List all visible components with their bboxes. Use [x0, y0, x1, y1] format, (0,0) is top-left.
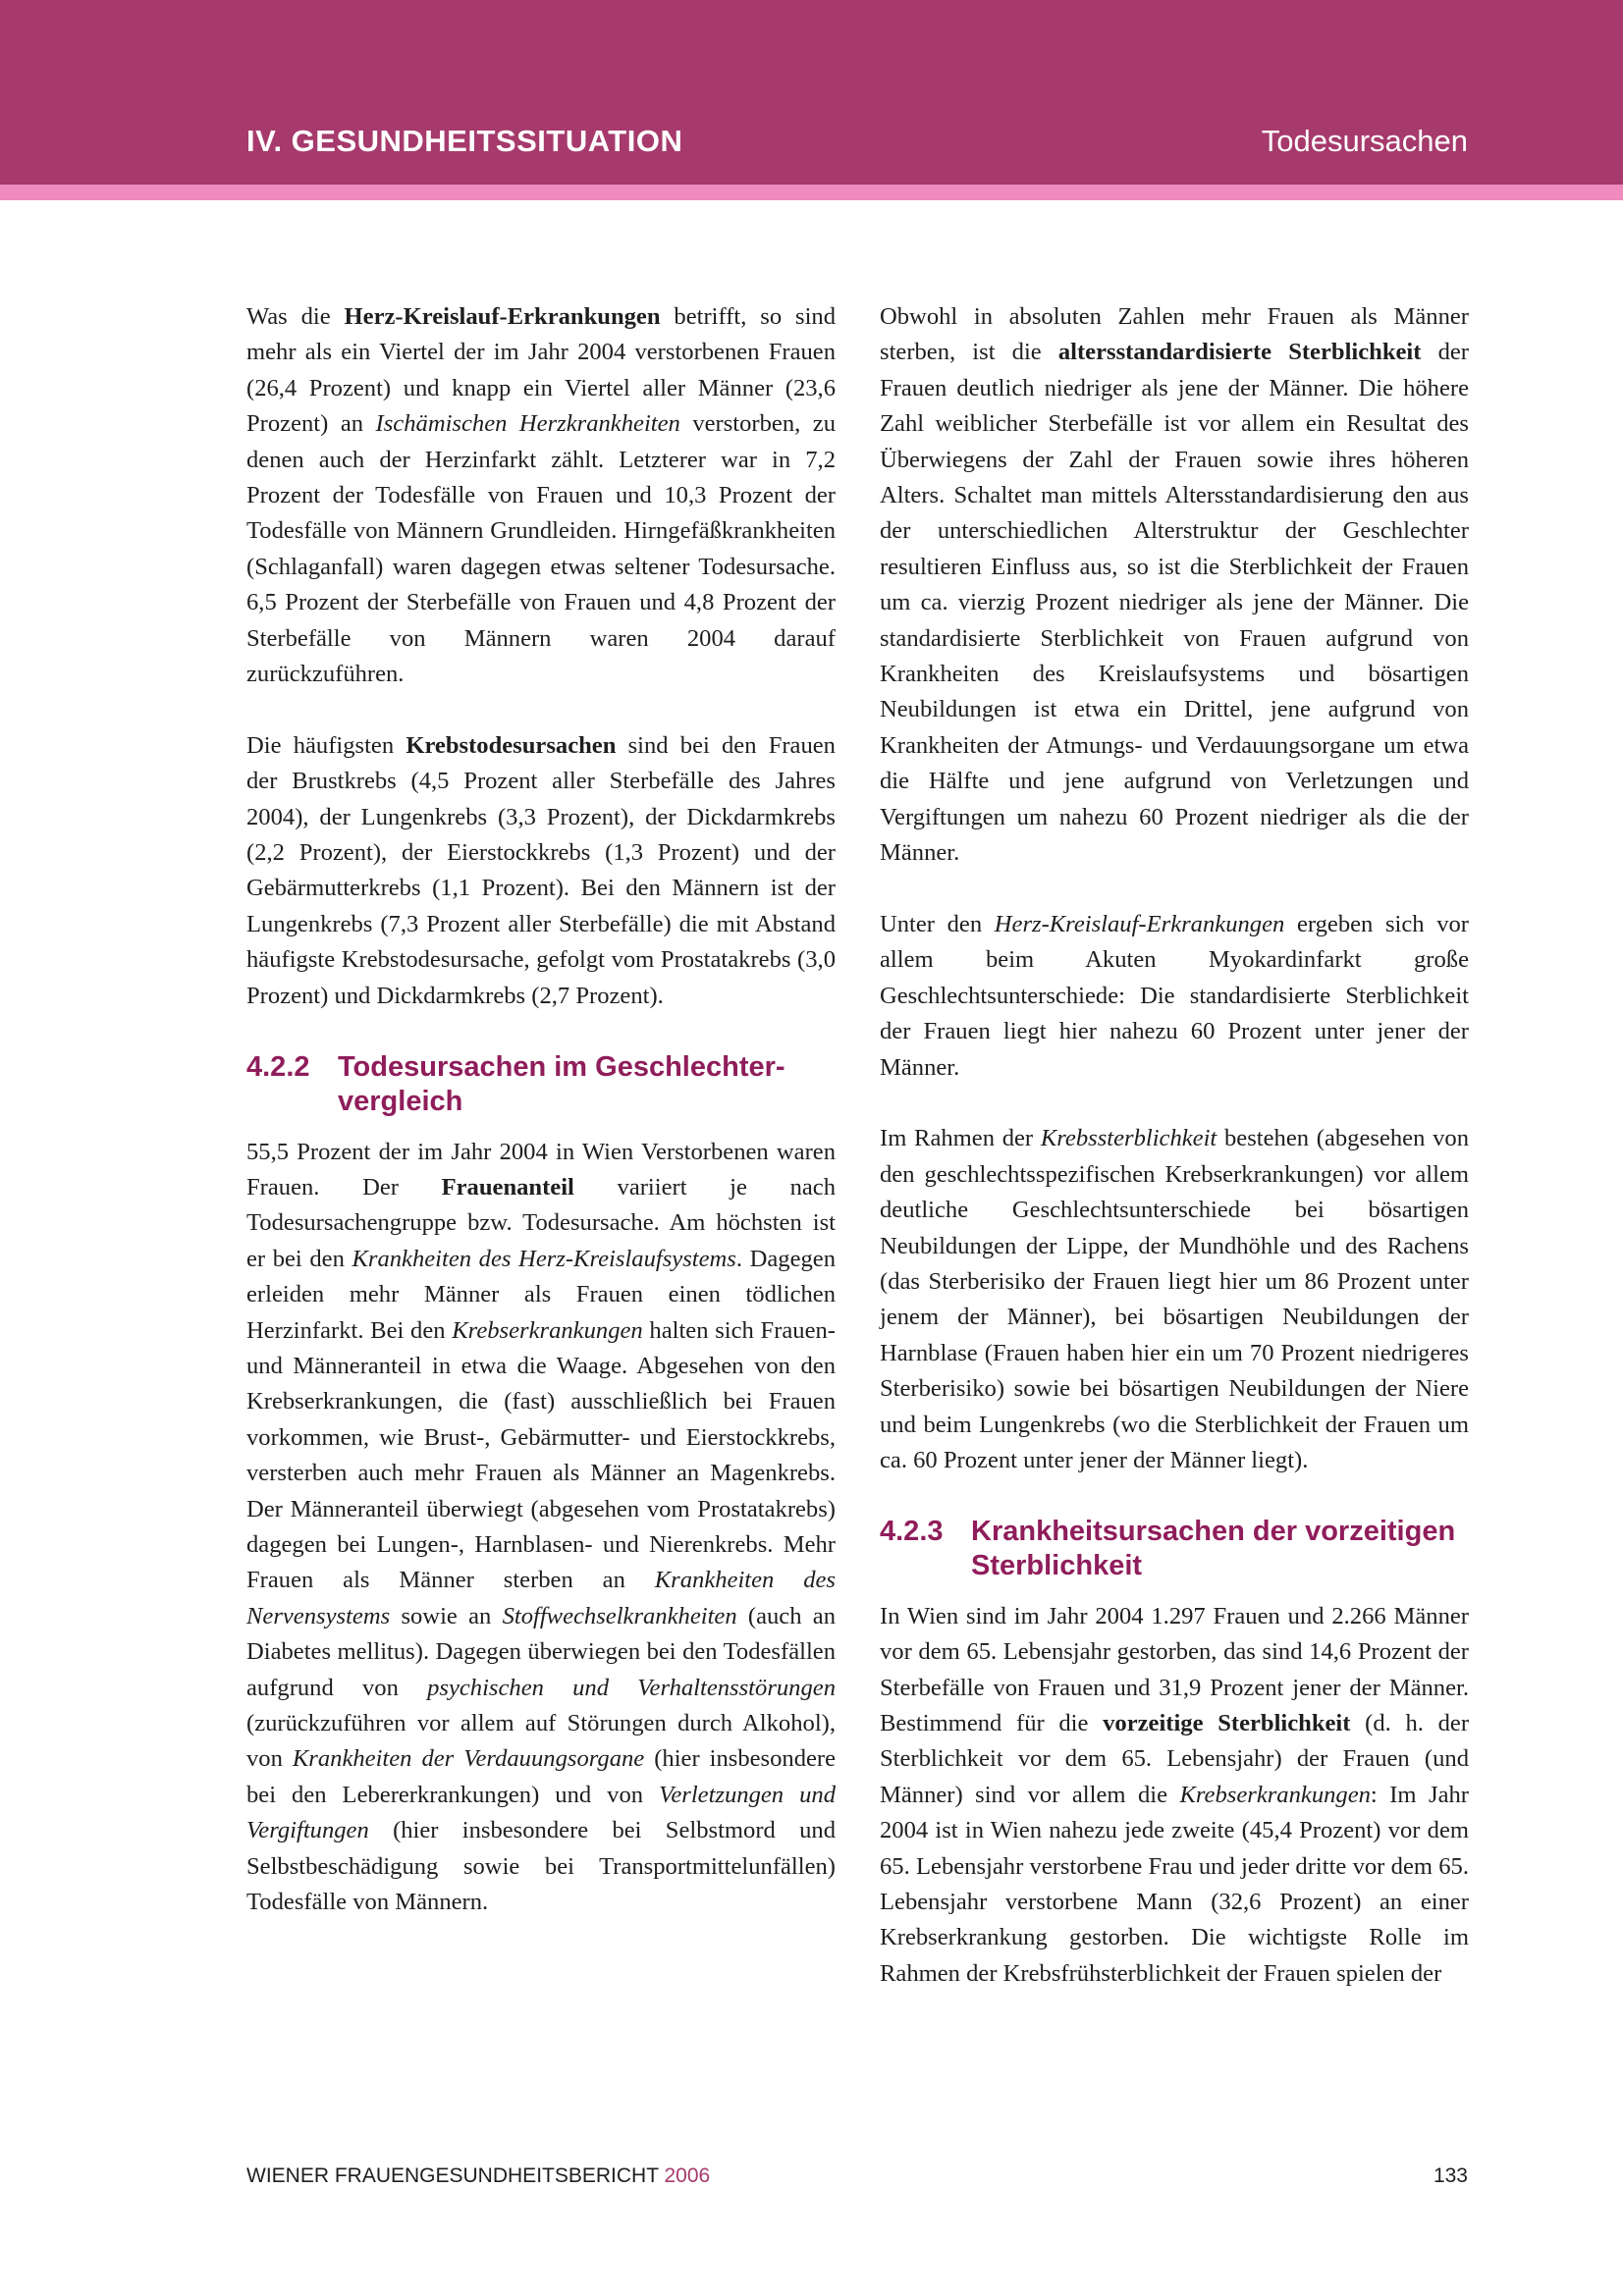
page-number: 133: [1433, 2164, 1468, 2187]
italic-term: Ischämischen Herzkrankheiten: [375, 410, 680, 438]
heading-number: 4.2.3: [880, 1515, 944, 1547]
chapter-title: IV. GESUNDHEITSSITUATION: [246, 124, 683, 158]
bold-term: altersstandardisierte Sterblichkeit: [1057, 339, 1422, 366]
right-column: [880, 299, 1469, 1992]
left-column: [246, 299, 836, 1920]
bold-term: vorzeitige Sterblichkeit: [1103, 1709, 1351, 1736]
paragraph-altersstandardisiert: Obwohl in absoluten Zahlen mehr Frauen als Männer sterben, ist die altersstandardisierte Sterblichkeit der Frauen deutlich niedriger als jene der Männer. Die höhere Zahl weiblicher Sterbefälle ist vor allem ein Resultat des Überwiegens der Zahl der Frauen sowie ihres höheren Alters. Schaltet man mittels Altersstandardisierung den aus der unterschiedlichen Alterstruktur der Geschlechter resultieren Einfluss aus, so ist die Sterblichkeit der Frauen um ca. vierzig Prozent niedriger als jene der Männer. Die standardisierte Sterblichkeit von Frauen aufgrund von Krankheiten des Kreislaufsystems und bösartigen Neubildungen ist etwa ein Drittel, jene aufgrund von Krankheiten der Atmungs- und Verdauungsorgane um etwa die Hälfte und jene aufgrund von Verletzungen und Vergiftungen um nahezu 60 Prozent niedriger als die der Männer.: [880, 303, 1469, 867]
bold-term: Krebstodesursachen: [406, 731, 617, 759]
header-stripe: [0, 185, 1623, 200]
paragraph-krebssterblichkeit: Im Rahmen der Krebssterblichkeit bestehen (abgesehen von den geschlechtsspezifischen Krebserkrankungen) vor allem deutliche Geschlechtsunterschiede bei bösartigen Neubildungen der Lippe, der Mundhöhle und des Rachens (das Sterberisiko der Frauen liegt hier um 86 Prozent unter jenem der Männer), bei bösartigen Neubildungen der Harnblase (Frauen haben hier ein um 70 Prozent niedrigeres Sterberisiko) sowie bei bösartigen Neubildungen der Niere und beim Lungenkrebs (wo die Sterblichkeit der Frauen um ca. 60 Prozent unter jener der Männer liegt).: [880, 1125, 1469, 1473]
italic-term: Stoffwechselkrankheiten: [502, 1602, 737, 1629]
bold-term: Herz-Kreislauf-Erkrankungen: [344, 303, 661, 330]
footer-year: 2006: [664, 2164, 711, 2187]
bold-term: Frauenanteil: [441, 1173, 574, 1201]
italic-term: Herz-Kreislauf-Erkrankungen: [994, 910, 1285, 937]
paragraph-geschlechtervergleich: 55,5 Prozent der im Jahr 2004 in Wien Verstorbenen waren Frauen. Der Frauenanteil variiert je nach Todesursachengruppe bzw. Todesursache. Am höchsten ist er bei den Krankheiten des Herz-Kreislaufsystems. Dagegen erleiden mehr Männer als Frauen einen tödlichen Herzinfarkt. Bei den Krebserkrankungen halten sich Frauen- und Männeranteil in etwa die Waage. Abgesehen von den Krebserkrankungen, die (fast) ausschließlich bei Frauen vorkommen, wie Brust-, Gebärmutter- und Eierstockkrebs, versterben auch mehr Frauen als Männer an Magenkrebs. Der Männeranteil überwiegt (abgesehen vom Prostatakrebs) dagegen bei Lungen-, Harnblasen- und Nierenkrebs. Mehr Frauen als Männer sterben an Krankheiten des Nervensystems sowie an Stoffwechselkrankheiten (auch an Diabetes mellitus). Dagegen überwiegen bei den Todesfällen aufgrund von psychischen und Verhaltensstörungen (zurückzuführen vor allem auf Störungen durch Alkohol), von Krankheiten der Verdauungsorgane (hier insbesondere bei den Lebererkrankungen) und von Verletzungen und Vergiftungen (hier insbesondere bei Selbstmord und Selbstbeschädigung sowie bei Transportmittelunfällen) Todesfälle von Männern.: [246, 1138, 837, 1916]
paragraph-myokardinfarkt: Unter den Herz-Kreislauf-Erkrankungen ergeben sich vor allem beim Akuten Myokardinfarkt große Geschlechtsunterschiede: Die standardisierte Sterblichkeit der Frauen liegt hier nahezu 60 Prozent unter jener der Männer.: [880, 910, 1469, 1081]
italic-term: Verletzungen und Vergiftungen: [246, 1781, 836, 1844]
italic-term: Krankheiten des Nervensystems: [246, 1567, 836, 1629]
paragraph-krebstodesursachen: Die häufigsten Krebstodesursachen sind bei den Frauen der Brustkrebs (4,5 Prozent aller Sterbefälle des Jahres 2004), der Lungenkrebs (3,3 Prozent), der Dickdarmkrebs (2,2 Prozent), der Eierstockkrebs (1,3 Prozent) und der Gebärmutterkrebs (1,1 Prozent). Bei den Männern ist der Lungenkrebs (7,3 Prozent aller Sterbefälle) die mit Abstand häufigste Krebstodesursache, gefolgt vom Prostatakrebs (3,0 Prozent) und Dickdarmkrebs (2,7 Prozent).: [246, 731, 836, 1009]
heading-4-2-2: [246, 1050, 836, 1119]
italic-term: Krebssterblichkeit: [1040, 1125, 1217, 1152]
italic-term: psychischen und Verhaltensstörungen: [427, 1674, 836, 1701]
section-title: Todesursachen: [1261, 124, 1468, 158]
paragraph-vorzeitige-sterblichkeit: In Wien sind im Jahr 2004 1.297 Frauen und 2.266 Männer vor dem 65. Lebensjahr gestorben, das sind 14,6 Prozent der Sterbefälle von Frauen und 31,9 Prozent jener der Männer. Bestimmend für die vorzeitige Sterblichkeit (d. h. der Sterblichkeit vor dem 65. Lebensjahr) der Frauen (und Männer) sind vor allem die Krebserkrankungen: Im Jahr 2004 ist in Wien nahezu jede zweite (45,4 Prozent) vor dem 65. Lebensjahr verstorbene Frau und jeder dritte vor dem 65. Lebensjahr verstorbene Mann (32,6 Prozent) an einer Krebserkrankung gestorben. Die wichtigste Rolle im Rahmen der Krebsfrühsterblichkeit der Frauen spielen der: [880, 1602, 1470, 1987]
italic-term: Krankheiten der Verdauungsorgane: [292, 1745, 645, 1773]
footer-report-title: WIENER FRAUENGESUNDHEITSBERICHT 2006: [246, 2164, 711, 2187]
paragraph-herz-kreislauf: Was die Herz-Kreislauf-Erkrankungen betrifft, so sind mehr als ein Viertel der im Jahr 2004 verstorbenen Frauen (26,4 Prozent) und knapp ein Viertel aller Männer (23,6 Prozent) an Ischämischen Herzkrankheiten verstorben, zu denen auch der Herzinfarkt zählt. Letzterer war in 7,2 Prozent der Todesfälle von Frauen und 10,3 Prozent der Todesfälle von Männern Grundleiden. Hirngefäßkrankheiten (Schlaganfall) waren dagegen etwas seltener Todesursache. 6,5 Prozent der Sterbefälle von Frauen und 4,8 Prozent der Sterbefälle von Männern waren 2004 darauf zurückzuführen.: [246, 303, 837, 688]
heading-title: Krankheitsursachen der vorzeitigen Sterblichkeit: [971, 1515, 1456, 1581]
heading-title: Todesursachen im Geschlechter-vergleich: [338, 1050, 785, 1117]
italic-term: Krebserkrankungen: [1179, 1781, 1371, 1808]
heading-4-2-3: [880, 1515, 1469, 1583]
heading-number: 4.2.2: [246, 1050, 310, 1083]
italic-term: Krankheiten des Herz-Kreislaufsystems: [352, 1245, 736, 1272]
italic-term: Krebserkrankungen: [452, 1316, 643, 1344]
